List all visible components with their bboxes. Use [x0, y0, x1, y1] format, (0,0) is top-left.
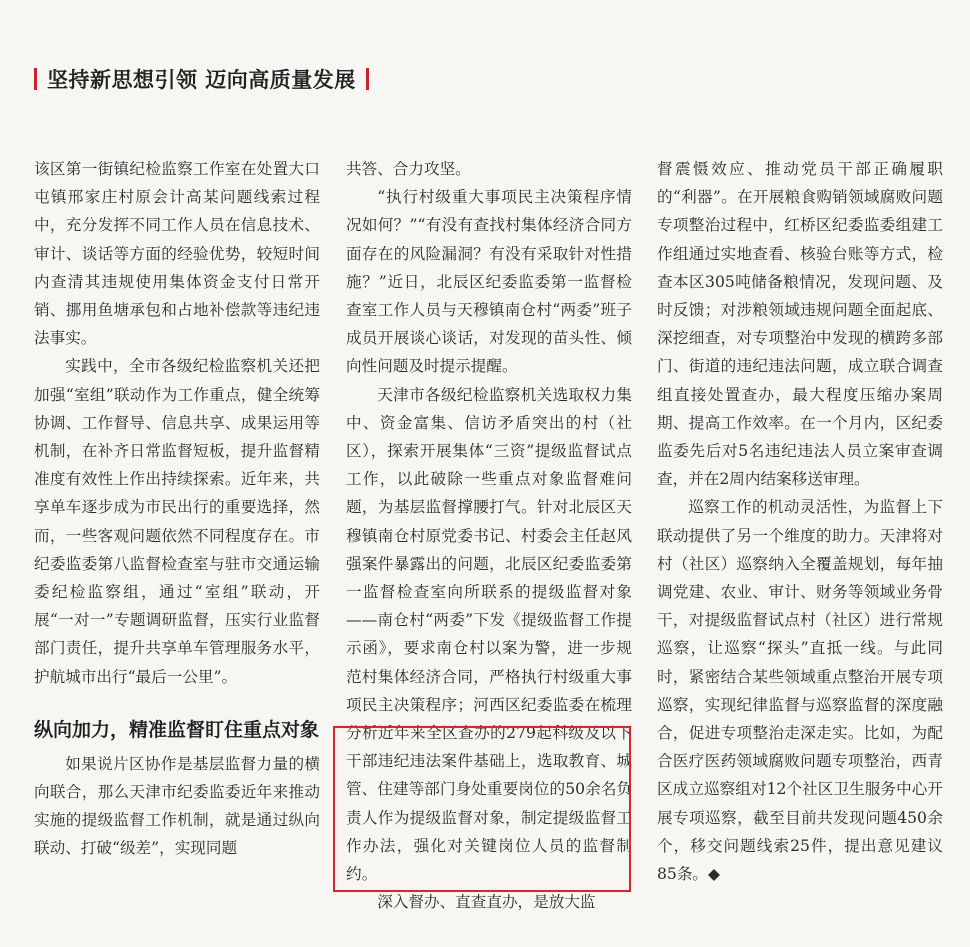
paragraph: 实践中，全市各级纪检监察机关还把加强“室组”联动作为工作重点，健全统筹协调、工作督导、信息共享、成果运用等机制，在补齐日常监督短板，提升监督精准度有效性上作出持续探索。近年来，共享单车逐步成为市民出行的重要选择，然而，一些客观问题依然不同程度存在。市纪委监委第八监督检查室与驻市交通运输委纪检监察组，通过“室组”联动，开展“一对一”专题调研监督，压实行业监督部门责任，提升共享单车管理服务水平，护航城市出行“最后一公里”。 — [34, 357, 320, 686]
highlight-box — [333, 726, 631, 892]
paragraph: 共答、合力攻坚。 — [346, 160, 471, 178]
column-1 — [34, 155, 320, 863]
column-3 — [657, 155, 943, 888]
paragraph: 天津市各级纪检监察机关选取权力集中、资金富集、信访矛盾突出的村（社区），探索开展集体“三资”提级监督试点工作，以此破除一些重点对象监督难问题，为基层监督撑腰打气。针对北辰区天穆镇南仓村原党委书记、村委会主任赵风强案件暴露出的问题，北辰区纪委监委第一监督检查室向所联系的提级监督对象——南仓村“两委”下发《提级监督工作提示函》，要求南仓村以案为警，进一步规范村集体经济合同，严格执行村级重大事项民主决策程序；河西区纪委监委在梳理分析近年来全区查办的279起科级及以下干部违纪违法案件基础上，选取教育、城管、住建等部门身处重要岗位的50余名负责人作为提级监督对象，制定提级监督工作办法，强化对关键岗位人员的监督制约。 — [346, 385, 632, 884]
header-bar-left — [34, 68, 37, 90]
sub-heading: 纵向加力，精准监督盯住重点对象 — [34, 718, 320, 741]
section-header — [34, 64, 369, 94]
paragraph: 巡察工作的机动灵活性，为监督上下联动提供了另一个维度的助力。天津将对村（社区）巡察纳入全覆盖规划，每年抽调党建、农业、审计、财务等领域业务骨干，对提级监督试点村（社区）进行常规巡察，让巡察“探头”直抵一线。与此同时，紧密结合某些领域重点整治开展专项巡察，实现纪律监督与巡察监督的深度融合，促进专项整治走深走实。比如，为配合医疗医药领域腐败问题专项整治，西青区成立巡察组对12个社区卫生服务中心开展专项巡察，截至目前共发现问题450余个，移交问题线索25件，提出意见建议85条。◆ — [657, 498, 943, 884]
header-title: 坚持新思想引领 迈向高质量发展 — [47, 68, 356, 92]
paragraph: 深入督办、直查直办，是放大监 — [377, 893, 596, 912]
paragraph: “执行村级重大事项民主决策程序情况如何？”“有没有查找村集体经济合同方面存在的风险漏洞？有没有采取针对性措施？”近日，北辰区纪委监委第一监督检查室工作人员与天穆镇南仓村“两委”班子成员开展谈心谈话，对发现的苗头性、倾向性问题及时提示提醒。 — [346, 188, 632, 376]
header-bar-right — [366, 68, 369, 90]
paragraph: 该区第一街镇纪检监察工作室在处置大口屯镇邢家庄村原会计高某问题线索过程中，充分发挥不同工作人员在信息技术、审计、谈话等方面的经验优势，较短时间内查清其违规使用集体资金支付日常开销、挪用鱼塘承包和占地补偿款等违纪违法事实。 — [34, 160, 320, 348]
paragraph: 如果说片区协作是基层监督力量的横向联合，那么天津市纪委监委近年来推动实施的提级监督工作机制，就是通过纵向联动、打破“级差”，实现同题 — [34, 754, 320, 858]
paragraph: 督震慑效应、推动党员干部正确履职的“利器”。在开展粮食购销领域腐败问题专项整治过程中，红桥区纪委监委组建工作组通过实地查看、核验台账等方式，检查本区305吨储备粮情况，发现问题、及时反馈；对涉粮领域违规问题全面起底、深挖细查，对专项整治中发现的横跨多部门、街道的违纪违法问题，成立联合调查组直接处置查办，最大程度压缩办案周期、提高工作效率。在一个月内，区纪委监委先后对5名违纪违法人员立案审查调查，并在2周内结案移送审理。 — [657, 160, 943, 489]
